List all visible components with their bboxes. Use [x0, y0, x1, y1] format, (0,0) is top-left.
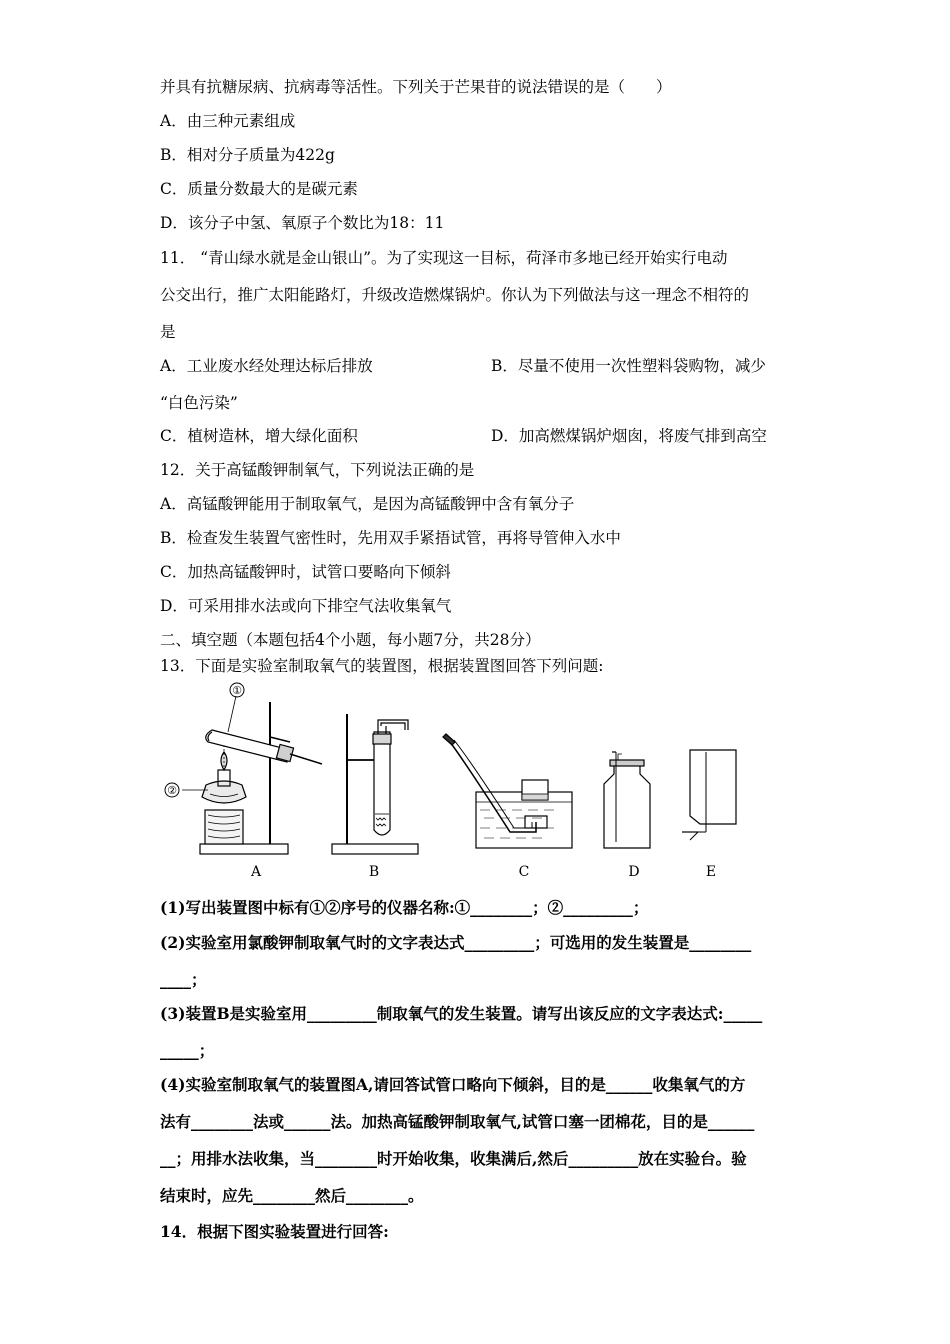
q11-option-c: C．植树造林，增大绿化面积 — [160, 427, 358, 445]
q12-option-d: D．可采用排水法或向下排空气法收集氧气 — [160, 597, 452, 615]
q13-p2-line2: ____； — [160, 970, 207, 989]
q12-option-b: B．检查发生装置气密性时，先用双手紧捂试管，再将导管伸入水中 — [160, 529, 621, 547]
figure-marker-1: ① — [232, 684, 242, 697]
q10-option-c: C．质量分数最大的是碳元素 — [160, 180, 358, 198]
apparatus-e — [682, 750, 736, 840]
q13-p4-line4: 结束时，应先________然后________。 — [160, 1186, 424, 1205]
apparatus-a — [165, 683, 322, 854]
apparatus-b — [332, 714, 418, 854]
figure-label-b: B — [368, 864, 380, 880]
apparatus-figure — [150, 682, 800, 882]
q10-stem-tail: 并具有抗糖尿病、抗病毒等活性。下列关于芒果苷的说法错误的是（ ） — [160, 78, 672, 96]
q12-option-a: A．高锰酸钾能用于制取氧气，是因为高锰酸钾中含有氧分子 — [160, 495, 575, 513]
q12-option-c: C．加热高锰酸钾时，试管口要略向下倾斜 — [160, 563, 451, 581]
q13-p1: (1)写出装置图中标有①②序号的仪器名称:①________；②_________； — [160, 898, 649, 917]
q13-p3-line2: _____； — [160, 1041, 215, 1060]
apparatus-d — [604, 752, 650, 848]
q13-p4-line3: __；用排水法收集，当________时开始收集，收集满后,然后_________放在实验台。验 — [160, 1149, 747, 1168]
q13-p4-line1: (4)实验室制取氧气的装置图A,请回答试管口略向下倾斜，目的是______收集氧气的方 — [160, 1075, 746, 1094]
q10-option-b: B．相对分子质量为422g — [160, 146, 335, 164]
apparatus-c — [443, 734, 572, 848]
q10-option-a: A．由三种元素组成 — [160, 112, 296, 130]
figure-label-c: C — [518, 864, 530, 880]
figure-label-a: A — [250, 864, 262, 880]
q11-stem-line3: 是 — [160, 323, 176, 341]
q11-stem-line1: 11． “青山绿水就是金山银山”。为了实现这一目标，荷泽市多地已经开始实行电动 — [160, 249, 728, 267]
q11-option-b-line1: B．尽量不使用一次性塑料袋购物，减少 — [491, 357, 766, 375]
q13-stem: 13．下面是实验室制取氧气的装置图，根据装置图回答下列问题: — [160, 657, 604, 675]
figure-marker-2: ② — [167, 784, 177, 797]
q12-stem: 12．关于高锰酸钾制氧气，下列说法正确的是 — [160, 461, 475, 479]
q10-option-d: D．该分子中氢、氧原子个数比为18：11 — [160, 214, 445, 232]
q11-option-a: A．工业废水经处理达标后排放 — [160, 357, 373, 375]
q13-p3-line1: (3)装置B是实验室用_________制取氧气的发生装置。请写出该反应的文字表达式:_____ — [160, 1004, 763, 1023]
q13-p4-line2: 法有________法或______法。加热高锰酸钾制取氧气,试管口塞一团棉花，目的是______ — [160, 1112, 755, 1131]
q13-p2-line1: (2)实验室用氯酸钾制取氧气时的文字表达式_________；可选用的发生装置是________ — [160, 933, 752, 952]
figure-label-e: E — [705, 864, 717, 880]
figure-label-d: D — [628, 864, 640, 880]
q11-option-d: D．加高燃煤锅炉烟囱，将废气排到高空 — [491, 427, 767, 445]
q14-stem: 14．根据下图实验装置进行回答: — [160, 1222, 389, 1241]
q11-option-b-line2: “白色污染” — [160, 394, 238, 412]
section2-heading: 二、填空题（本题包括4个小题，每小题7分，共28分） — [160, 631, 541, 649]
q11-stem-line2: 公交出行，推广太阳能路灯，升级改造燃煤锅炉。你认为下列做法与这一理念不相符的 — [160, 286, 750, 304]
